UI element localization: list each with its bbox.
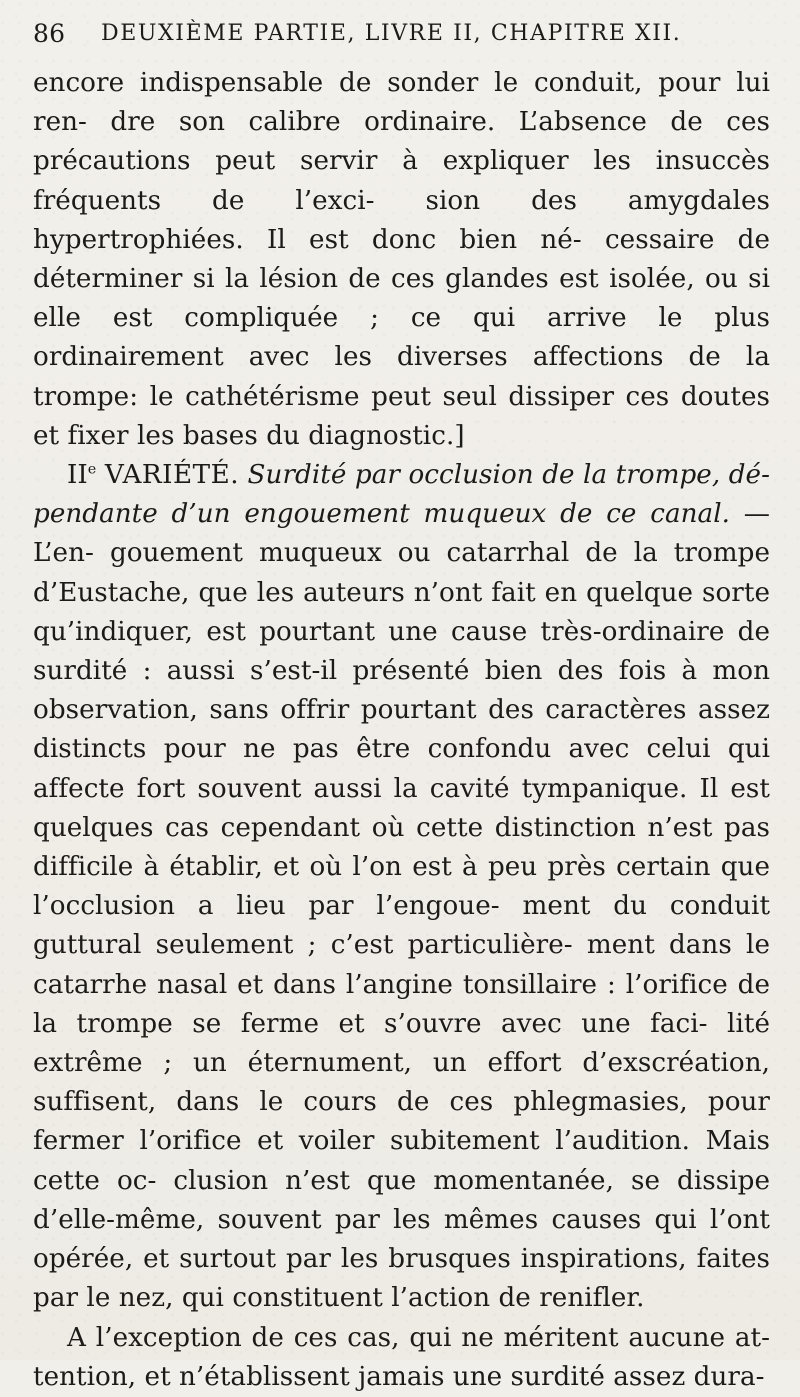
text-line: suffisent, dans le cours de ces phlegmasies, pour fermer bbox=[33, 1087, 770, 1157]
text-line: lité extrême ; un éternument, un effort d’exscréation, bbox=[33, 1008, 771, 1079]
text-line: constituent l’action de renifler. bbox=[232, 1283, 645, 1314]
text-line: isolée, ou si elle est compliquée ; ce qui arrive le plus bbox=[33, 264, 770, 334]
text-line: clusion n’est que momentanée, se dissipe d’elle-même, bbox=[33, 1165, 771, 1235]
text-line: souvent par les mêmes causes qui l’ont opérée, et surtout bbox=[33, 1204, 770, 1275]
text-line: est pourtant une cause très-ordinaire de surdité : aussi bbox=[33, 616, 771, 687]
paragraph-variety-ii bbox=[33, 456, 770, 1318]
text-line: ordinairement avec les diverses affections de la trompe: bbox=[33, 342, 770, 412]
text-line: ment du conduit guttural seulement ; c’est particulière- bbox=[33, 891, 771, 961]
text-line: la cavité tympanique. Il est quelques cas cependant où bbox=[33, 773, 770, 843]
text-line: sion des amygdales hypertrophiées. Il est donc bien né- bbox=[33, 185, 771, 255]
paragraph-opening bbox=[33, 64, 770, 456]
text-line: ment dans le catarrhe nasal et dans l’angine tonsillaire : bbox=[33, 930, 770, 1000]
variety-title-line: Surdité par occlusion de la trompe, dé- bbox=[247, 460, 771, 491]
text-line: dre son calibre ordinaire. L’absence de ces précautions bbox=[33, 107, 771, 177]
running-title: DEUXIÈME PARTIE, LIVRE II, CHAPITRE XII. bbox=[101, 21, 682, 46]
variety-title-line: pendante d’un engouement muqueux de ce canal. bbox=[33, 499, 730, 530]
text-line: l’orifice et voiler subitement l’audition. Mais cette oc- bbox=[33, 1126, 771, 1196]
text-line: cette distinction n’est pas difficile à établir, et où l’on est bbox=[33, 812, 771, 883]
text-line: cessaire de déterminer si la lésion de ces glandes est bbox=[33, 224, 771, 295]
variety-label: VARIÉTÉ. bbox=[104, 460, 240, 491]
text-line: A l’exception de ces cas, qui ne méritent aucune at- bbox=[67, 1322, 770, 1353]
variety-number: IIe bbox=[67, 460, 97, 491]
page-number: 86 bbox=[33, 19, 66, 48]
text-line: l’orifice de la trompe se ferme et s’ouvre avec une faci- bbox=[33, 969, 770, 1039]
text-line: s’est-il présenté bien des fois à mon observation, sans bbox=[33, 656, 771, 726]
text-line: tention, et n’établissent jamais une surdité assez dura- bbox=[33, 1361, 765, 1392]
text-line: le cathétérisme peut seul dissiper ces doutes et fixer les bbox=[33, 381, 770, 451]
title-dash: — L’en- bbox=[33, 499, 771, 569]
text-line: peut servir à expliquer les insuccès fréquents de l’exci- bbox=[33, 146, 770, 216]
body-text bbox=[33, 64, 770, 1397]
text-line: offrir pourtant des caractères assez distincts pour ne pas bbox=[33, 695, 771, 765]
text-line: que les auteurs n’ont fait en quelque sorte qu’indiquer, bbox=[33, 577, 770, 647]
paragraph-final bbox=[33, 1319, 770, 1397]
text-line: par les brusques inspirations, faites par le nez, qui bbox=[33, 1244, 771, 1314]
text-line: gouement muqueux ou catarrhal de la trompe d’Eustache, bbox=[33, 538, 771, 608]
text-line: encore indispensable de sonder le conduit, pour lui ren- bbox=[33, 68, 770, 138]
text-line: être confondu avec celui qui affecte fort souvent aussi bbox=[33, 734, 771, 804]
text-line: bases du diagnostic.] bbox=[182, 420, 465, 451]
running-header bbox=[33, 16, 770, 64]
text-line: à peu près certain que l’occlusion a lieu par l’engoue- bbox=[33, 852, 771, 922]
